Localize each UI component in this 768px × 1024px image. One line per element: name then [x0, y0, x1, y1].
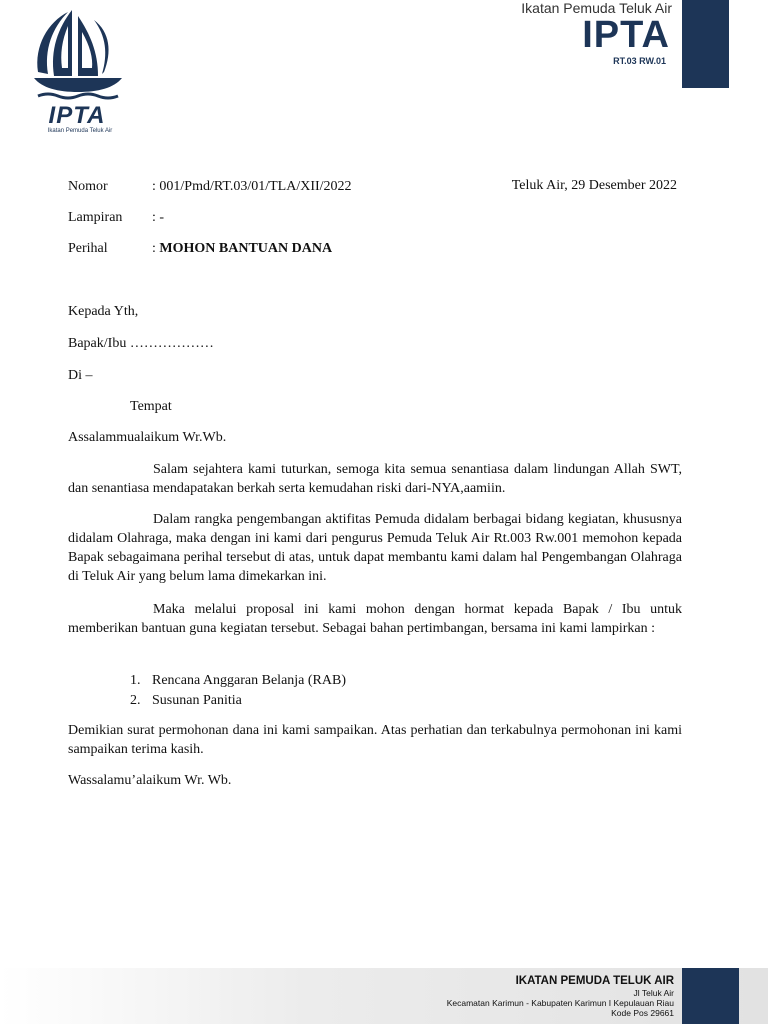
nomor-label: Nomor: [68, 179, 108, 194]
tempat-line: Tempat: [130, 399, 172, 414]
place-date: Teluk Air, 29 Desember 2022: [511, 178, 677, 193]
perihal-value-wrap: [152, 240, 332, 258]
logo-subtitle: Ikatan Pemuda Teluk Air: [47, 128, 113, 134]
header-accent-bar: [682, 0, 729, 88]
di-line: Di –: [68, 368, 93, 383]
attachment-list: [130, 671, 346, 710]
organization-name: Ikatan Pemuda Teluk Air: [521, 0, 672, 16]
paragraph-3: Maka melalui proposal ini kami mohon dengan hormat kepada Bapak / Ibu untuk memberikan bantuan guna kegiatan tersebut. Sebagai bahan pertimbangan, bersama ini kami lampirkan :: [68, 602, 682, 636]
lampiran-value: : -: [152, 210, 165, 225]
footer-title: IKATAN PEMUDA TELUK AIR: [515, 975, 674, 987]
footer-region: Kecamatan Karimun - Kabupaten Karimun I Kepulauan Riau: [446, 998, 674, 1008]
rt-rw-label: RT.03 RW.01: [613, 56, 666, 66]
logo-wordmark: IPTA: [48, 102, 106, 129]
perihal-colon: :: [152, 241, 160, 256]
organization-abbreviation: IPTA: [582, 14, 670, 56]
list-item: [130, 671, 346, 691]
kepada-line: Kepada Yth,: [68, 304, 139, 319]
list-item-number: 1.: [130, 673, 141, 688]
perihal-label: Perihal: [68, 241, 108, 256]
paragraph-1: Salam sejahtera kami tuturkan, semoga kita semua senantiasa dalam lindungan Allah SWT, dan senantiasa mendapatakan berkah serta kemudahan riski dari-NYA,aamiin.: [68, 462, 682, 496]
footer-accent-bar: [682, 968, 739, 1024]
footer-street: Jl Teluk Air: [633, 988, 674, 998]
recipient-line: Bapak/Ibu ………………: [68, 336, 214, 351]
footer-postal: Kode Pos 29661: [611, 1008, 674, 1018]
list-item-number: 2.: [130, 692, 141, 708]
paragraph-2: Dalam rangka pengembangan aktifitas Pemuda didalam berbagai bidang kegiatan, khususnya didalam Olahraga, maka dengan ini kami dari pengurus Pemuda Teluk Air Rt.003 Rw.001 memohon kepada Bapak sebagaimana perihal tersebut di atas, untuk dapat membantu kami dalam hal Pengembangan Olahraga di Teluk Air yang belum lama dimekarkan ini.: [68, 512, 682, 584]
closing-paragraph: Demikian surat permohonan dana ini kami sampaikan. Atas perhatian dan terkabulnya permohonan ini kami sampaikan terima kasih.: [68, 723, 682, 757]
greeting-line: Assalammualaikum Wr.Wb.: [68, 430, 227, 445]
ipta-logo: [28, 6, 128, 136]
list-item-text: Susunan Panitia: [152, 692, 242, 708]
lampiran-label: Lampiran: [68, 210, 123, 225]
footer-address: [447, 974, 674, 1018]
list-item-text: Rencana Anggaran Belanja (RAB): [152, 673, 346, 688]
list-item: [130, 691, 346, 711]
nomor-value: : 001/Pmd/RT.03/01/TLA/XII/2022: [152, 179, 352, 194]
closing-salutation: Wassalamu’alaikum Wr. Wb.: [68, 773, 232, 788]
perihal-value: MOHON BANTUAN DANA: [159, 241, 333, 256]
sailboat-logo-icon: [28, 6, 128, 106]
